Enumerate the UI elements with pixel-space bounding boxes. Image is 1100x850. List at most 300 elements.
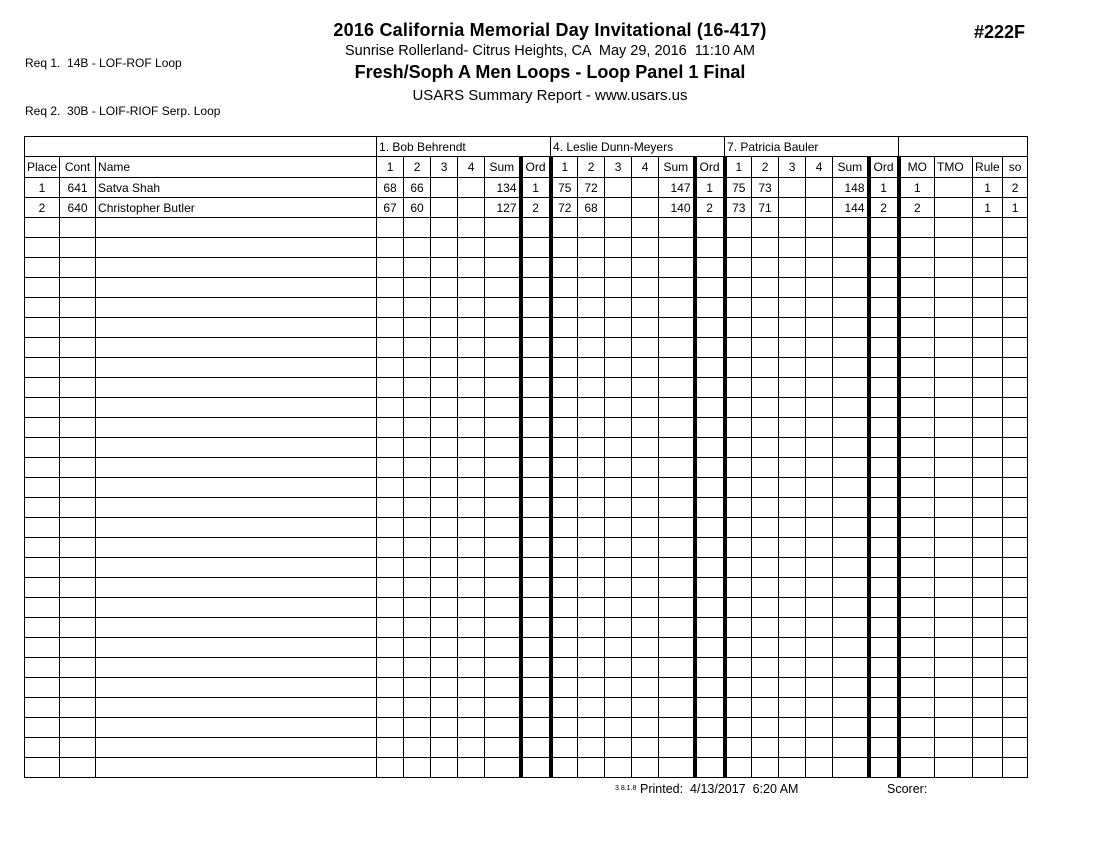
score-cell	[578, 558, 605, 578]
mo-cell	[899, 238, 935, 258]
ord-cell	[869, 498, 899, 518]
ord-cell	[695, 418, 725, 438]
score-cell	[632, 378, 659, 398]
score-cell	[404, 538, 431, 558]
score-cell	[752, 318, 779, 338]
sum-cell	[833, 618, 869, 638]
score-cell	[779, 358, 806, 378]
empty-row	[25, 498, 1028, 518]
score-cell	[605, 458, 632, 478]
score-cell	[605, 498, 632, 518]
contestant-number-cell: 641	[60, 178, 96, 198]
score-cell	[404, 258, 431, 278]
score-cell	[605, 238, 632, 258]
score-cell	[605, 678, 632, 698]
score-cell	[431, 258, 458, 278]
contestant-number-cell	[60, 758, 96, 778]
ord-cell	[521, 578, 551, 598]
score-cell: 72	[551, 198, 578, 218]
score-cell	[806, 578, 833, 598]
col-header-mo: MO	[899, 157, 935, 178]
score-cell	[752, 658, 779, 678]
score-cell	[806, 478, 833, 498]
ord-cell	[695, 738, 725, 758]
col-header-j1-trial4: 4	[458, 157, 485, 178]
place-cell	[25, 258, 60, 278]
score-cell	[605, 258, 632, 278]
ord-cell	[869, 278, 899, 298]
score-cell	[779, 438, 806, 458]
score-cell	[431, 698, 458, 718]
score-cell	[725, 578, 752, 598]
score-cell	[752, 518, 779, 538]
ord-cell	[521, 518, 551, 538]
score-cell	[578, 378, 605, 398]
ord-cell	[869, 258, 899, 278]
score-cell	[632, 598, 659, 618]
score-cell	[725, 658, 752, 678]
score-cell	[377, 458, 404, 478]
contestant-number-cell	[60, 438, 96, 458]
empty-row	[25, 598, 1028, 618]
sum-cell	[485, 418, 521, 438]
tmo-cell	[935, 458, 973, 478]
score-cell	[605, 178, 632, 198]
ord-cell	[695, 458, 725, 478]
skater-name-cell	[96, 298, 377, 318]
empty-row	[25, 418, 1028, 438]
score-cell	[404, 698, 431, 718]
score-cell: 72	[578, 178, 605, 198]
score-cell	[578, 278, 605, 298]
ord-cell	[695, 378, 725, 398]
score-cell	[725, 618, 752, 638]
mo-cell	[899, 498, 935, 518]
score-cell	[377, 238, 404, 258]
score-cell	[605, 218, 632, 238]
col-header-j2-trial2: 2	[578, 157, 605, 178]
rule-cell	[973, 498, 1003, 518]
skater-name-cell	[96, 398, 377, 418]
so-cell	[1003, 418, 1028, 438]
ord-cell	[521, 658, 551, 678]
score-cell: 73	[752, 178, 779, 198]
score-cell	[725, 238, 752, 258]
title-block	[0, 20, 1100, 104]
score-cell	[632, 738, 659, 758]
sum-cell	[833, 358, 869, 378]
score-cell	[578, 458, 605, 478]
place-cell	[25, 218, 60, 238]
score-cell	[578, 418, 605, 438]
score-cell	[725, 558, 752, 578]
score-cell	[578, 398, 605, 418]
ord-cell	[869, 538, 899, 558]
empty-row	[25, 298, 1028, 318]
sum-cell: 148	[833, 178, 869, 198]
score-cell	[725, 478, 752, 498]
place-cell	[25, 238, 60, 258]
col-header-j3-trial2: 2	[752, 157, 779, 178]
score-cell	[632, 198, 659, 218]
empty-row	[25, 358, 1028, 378]
so-cell	[1003, 298, 1028, 318]
sum-cell	[659, 518, 695, 538]
score-cell	[458, 298, 485, 318]
ord-cell	[695, 238, 725, 258]
score-cell	[377, 618, 404, 638]
ord-cell	[695, 698, 725, 718]
so-cell	[1003, 558, 1028, 578]
rule-cell	[973, 638, 1003, 658]
mo-cell	[899, 678, 935, 698]
empty-row	[25, 458, 1028, 478]
score-cell	[779, 738, 806, 758]
ord-cell	[521, 738, 551, 758]
skater-name-cell	[96, 378, 377, 398]
score-cell	[458, 658, 485, 678]
mo-cell	[899, 258, 935, 278]
sum-cell	[833, 258, 869, 278]
rule-cell	[973, 398, 1003, 418]
tmo-cell	[935, 218, 973, 238]
score-cell	[551, 598, 578, 618]
sum-cell	[659, 598, 695, 618]
score-cell	[725, 418, 752, 438]
score-cell	[551, 258, 578, 278]
sum-cell	[485, 238, 521, 258]
tmo-cell	[935, 338, 973, 358]
score-cell	[605, 318, 632, 338]
score-cell	[551, 298, 578, 318]
score-cell	[632, 238, 659, 258]
score-cell	[578, 658, 605, 678]
skater-name-cell	[96, 318, 377, 338]
column-header-row	[25, 157, 1028, 178]
score-cell	[779, 718, 806, 738]
empty-row	[25, 438, 1028, 458]
score-cell	[752, 258, 779, 278]
skater-name-cell: Satva Shah	[96, 178, 377, 198]
score-cell: 75	[551, 178, 578, 198]
ord-cell	[695, 258, 725, 278]
score-cell	[578, 538, 605, 558]
score-cell	[578, 318, 605, 338]
score-cell	[431, 378, 458, 398]
contestant-number-cell	[60, 698, 96, 718]
ord-cell	[695, 478, 725, 498]
score-cell	[404, 318, 431, 338]
score-cell	[551, 478, 578, 498]
score-cell	[377, 258, 404, 278]
skater-row	[25, 198, 1028, 218]
sum-cell	[659, 298, 695, 318]
score-cell	[752, 238, 779, 258]
sum-cell	[485, 678, 521, 698]
sum-cell	[485, 638, 521, 658]
skater-name-cell	[96, 718, 377, 738]
score-cell	[404, 678, 431, 698]
ord-cell	[521, 638, 551, 658]
score-cell	[404, 278, 431, 298]
score-cell	[404, 238, 431, 258]
sum-cell	[485, 478, 521, 498]
skater-name-cell	[96, 558, 377, 578]
mo-cell	[899, 298, 935, 318]
contestant-number-cell	[60, 338, 96, 358]
score-cell	[806, 598, 833, 618]
score-cell	[377, 598, 404, 618]
score-cell	[458, 398, 485, 418]
score-cell	[806, 398, 833, 418]
so-cell	[1003, 358, 1028, 378]
score-cell	[779, 398, 806, 418]
score-cell	[551, 338, 578, 358]
skater-name-cell	[96, 598, 377, 618]
score-cell	[431, 658, 458, 678]
sum-cell	[833, 538, 869, 558]
score-cell	[752, 338, 779, 358]
sum-cell	[659, 378, 695, 398]
sum-cell	[659, 618, 695, 638]
score-cell	[377, 678, 404, 698]
so-cell	[1003, 218, 1028, 238]
mo-cell	[899, 758, 935, 778]
score-cell	[632, 638, 659, 658]
score-cell	[551, 418, 578, 438]
sum-cell	[833, 658, 869, 678]
sum-cell	[485, 278, 521, 298]
sum-cell	[485, 438, 521, 458]
score-cell	[752, 478, 779, 498]
mo-cell	[899, 638, 935, 658]
so-cell	[1003, 378, 1028, 398]
score-cell	[779, 198, 806, 218]
rule-cell	[973, 538, 1003, 558]
sum-cell	[659, 478, 695, 498]
rule-cell	[973, 218, 1003, 238]
skater-name-cell	[96, 258, 377, 278]
score-cell	[632, 358, 659, 378]
judge-2-name: 4. Leslie Dunn-Meyers	[551, 137, 725, 157]
score-cell	[551, 438, 578, 458]
score-cell	[779, 558, 806, 578]
score-cell	[551, 398, 578, 418]
place-cell	[25, 318, 60, 338]
mo-cell	[899, 698, 935, 718]
ord-cell	[869, 338, 899, 358]
score-cell	[404, 378, 431, 398]
so-cell	[1003, 538, 1028, 558]
score-cell: 71	[752, 198, 779, 218]
sum-cell: 144	[833, 198, 869, 218]
skater-name-cell	[96, 358, 377, 378]
score-cell	[632, 418, 659, 438]
place-cell	[25, 618, 60, 638]
contestant-number-cell	[60, 258, 96, 278]
score-cell	[725, 278, 752, 298]
score-cell	[752, 758, 779, 778]
sum-cell	[485, 378, 521, 398]
score-cell	[431, 198, 458, 218]
skater-name-cell	[96, 278, 377, 298]
ord-cell	[869, 418, 899, 438]
contestant-number-cell	[60, 718, 96, 738]
score-cell	[458, 278, 485, 298]
score-cell	[431, 738, 458, 758]
score-cell	[551, 738, 578, 758]
contestant-number-cell	[60, 518, 96, 538]
contestant-number-cell	[60, 358, 96, 378]
mo-cell	[899, 518, 935, 538]
col-header-j2-trial1: 1	[551, 157, 578, 178]
score-cell	[431, 338, 458, 358]
sum-cell	[485, 298, 521, 318]
empty-row	[25, 318, 1028, 338]
tmo-cell	[935, 558, 973, 578]
mo-cell: 2	[899, 198, 935, 218]
score-cell	[632, 318, 659, 338]
col-header-tmo: TMO	[935, 157, 973, 178]
skater-name-cell	[96, 238, 377, 258]
contestant-number-cell	[60, 638, 96, 658]
sum-cell	[659, 538, 695, 558]
skater-name-cell	[96, 458, 377, 478]
score-cell	[605, 658, 632, 678]
score-cell	[404, 638, 431, 658]
score-cell	[377, 278, 404, 298]
empty-row	[25, 558, 1028, 578]
ord-cell	[869, 638, 899, 658]
score-cell	[725, 518, 752, 538]
place-cell	[25, 578, 60, 598]
sum-cell	[659, 438, 695, 458]
score-cell	[404, 658, 431, 678]
tmo-cell	[935, 638, 973, 658]
place-cell	[25, 358, 60, 378]
score-cell	[752, 738, 779, 758]
ord-cell: 1	[695, 178, 725, 198]
empty-row	[25, 378, 1028, 398]
ord-cell	[869, 318, 899, 338]
score-cell	[458, 698, 485, 718]
score-cell	[806, 418, 833, 438]
sum-cell	[833, 318, 869, 338]
score-cell	[578, 498, 605, 518]
so-cell: 2	[1003, 178, 1028, 198]
score-cell	[632, 478, 659, 498]
mo-cell	[899, 218, 935, 238]
judge-3-name: 7. Patricia Bauler	[725, 137, 899, 157]
score-cell	[431, 618, 458, 638]
score-cell	[431, 458, 458, 478]
score-cell	[725, 378, 752, 398]
empty-row	[25, 338, 1028, 358]
score-cell	[806, 178, 833, 198]
score-cell	[458, 418, 485, 438]
empty-row	[25, 478, 1028, 498]
ord-cell	[521, 618, 551, 638]
mo-cell	[899, 578, 935, 598]
score-cell	[458, 638, 485, 658]
place-cell	[25, 378, 60, 398]
rule-cell	[973, 558, 1003, 578]
empty-row	[25, 658, 1028, 678]
score-cell	[605, 718, 632, 738]
so-cell	[1003, 398, 1028, 418]
ord-cell	[869, 558, 899, 578]
score-cell	[752, 438, 779, 458]
col-header-j1-trial2: 2	[404, 157, 431, 178]
score-cell	[458, 258, 485, 278]
score-cell	[404, 558, 431, 578]
ord-cell	[521, 758, 551, 778]
score-cell	[551, 698, 578, 718]
rule-cell	[973, 238, 1003, 258]
tmo-cell	[935, 498, 973, 518]
ord-cell	[869, 598, 899, 618]
score-cell	[806, 698, 833, 718]
score-cell	[725, 598, 752, 618]
score-cell	[632, 578, 659, 598]
score-cell: 75	[725, 178, 752, 198]
score-cell	[632, 518, 659, 538]
score-cell	[404, 598, 431, 618]
score-cell	[725, 638, 752, 658]
mo-cell	[899, 558, 935, 578]
score-cell	[431, 438, 458, 458]
score-cell	[377, 518, 404, 538]
score-cell	[458, 218, 485, 238]
ord-cell	[869, 618, 899, 638]
score-cell	[404, 758, 431, 778]
sum-cell	[659, 418, 695, 438]
place-cell: 2	[25, 198, 60, 218]
score-cell	[458, 358, 485, 378]
score-cell	[632, 458, 659, 478]
score-cell	[578, 478, 605, 498]
score-cell	[377, 438, 404, 458]
empty-row	[25, 638, 1028, 658]
place-cell	[25, 698, 60, 718]
contestant-number-cell	[60, 658, 96, 678]
ord-cell	[695, 398, 725, 418]
score-cell	[632, 758, 659, 778]
venue-date-line: Sunrise Rollerland- Citrus Heights, CA May 29, 2016 11:10 AM	[345, 43, 755, 59]
score-cell: 67	[377, 198, 404, 218]
score-cell	[404, 738, 431, 758]
rule-cell	[973, 378, 1003, 398]
score-cell	[377, 538, 404, 558]
score-cell	[458, 458, 485, 478]
ord-cell	[521, 278, 551, 298]
score-cell	[632, 658, 659, 678]
place-cell	[25, 718, 60, 738]
score-cell	[806, 558, 833, 578]
score-cell	[806, 358, 833, 378]
rule-cell	[973, 298, 1003, 318]
so-cell	[1003, 638, 1028, 658]
score-cell	[752, 298, 779, 318]
score-cell	[632, 498, 659, 518]
score-cell	[752, 358, 779, 378]
ord-cell	[869, 438, 899, 458]
ord-cell	[869, 458, 899, 478]
sum-cell	[485, 518, 521, 538]
ord-cell	[521, 298, 551, 318]
col-header-j3-sum: Sum	[833, 157, 869, 178]
sum-cell	[485, 458, 521, 478]
